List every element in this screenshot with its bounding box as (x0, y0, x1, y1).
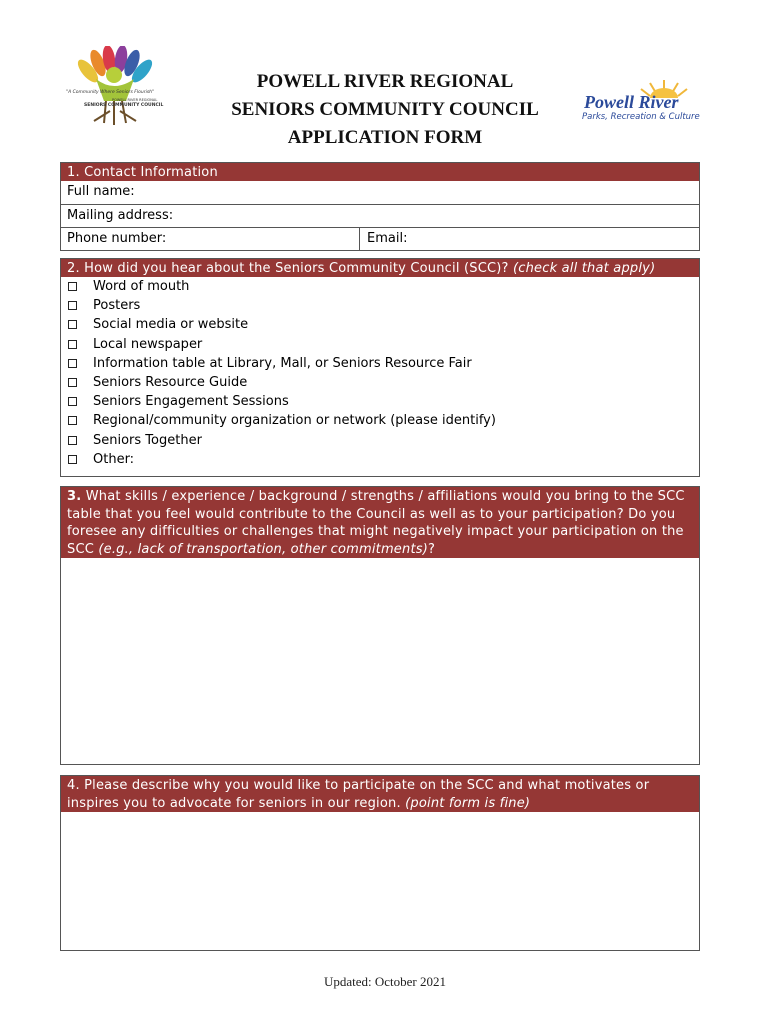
full-name-row[interactable] (61, 181, 699, 204)
checkbox[interactable] (68, 340, 77, 349)
title-line-2: SENIORS COMMUNITY COUNCIL (231, 99, 539, 120)
how-did-you-hear-section (60, 258, 700, 477)
option-local-newspaper[interactable] (61, 335, 699, 354)
checkbox[interactable] (68, 378, 77, 387)
section2-header (61, 259, 699, 277)
scc-logo (62, 46, 170, 136)
section4-heading-note: (point form is fine) (405, 795, 531, 811)
logo-org-line2: SENIORS COMMUNITY COUNCIL (84, 103, 164, 108)
option-label: Information table at Library, Mall, or Seniors Resource Fair (93, 355, 472, 371)
option-engagement-sessions[interactable] (61, 392, 699, 411)
option-label: Seniors Engagement Sessions (93, 394, 289, 410)
option-label: Local newspaper (93, 336, 203, 352)
option-label: Posters (93, 298, 141, 314)
contact-information-section (60, 162, 700, 251)
option-word-of-mouth[interactable] (61, 277, 699, 296)
option-resource-guide[interactable] (61, 373, 699, 392)
mailing-address-row[interactable] (61, 204, 699, 227)
section3-header (61, 487, 699, 558)
phone-number-label: Phone number: (67, 231, 167, 246)
logo-org-line1: POWELL RIVER REGIONAL (112, 98, 158, 102)
powell-river-subtitle: Parks, Recreation & Culture (582, 112, 700, 122)
phone-email-row (61, 227, 699, 250)
section3-number: 3. (67, 489, 82, 504)
checkbox[interactable] (68, 282, 77, 291)
checkbox[interactable] (68, 320, 77, 329)
skills-experience-section (60, 486, 700, 765)
skills-answer-area[interactable] (61, 558, 699, 764)
section3-heading-end: ? (428, 541, 436, 557)
option-label: Seniors Together (93, 432, 202, 448)
checkbox[interactable] (68, 397, 77, 406)
mailing-address-label: Mailing address: (67, 208, 174, 223)
option-label: Other: (93, 451, 135, 467)
checkbox[interactable] (68, 416, 77, 425)
option-label: Word of mouth (93, 279, 190, 295)
section2-heading: 2. How did you hear about the Seniors Community Council (SCC)? (67, 261, 513, 276)
checkbox[interactable] (68, 455, 77, 464)
section4-header (61, 776, 699, 812)
form-title (200, 68, 570, 152)
checkbox[interactable] (68, 436, 77, 445)
powell-river-logo (578, 76, 698, 124)
option-other[interactable] (61, 450, 699, 469)
option-regional-organization[interactable] (61, 411, 699, 430)
option-label: Regional/community organization or network (please identify) (93, 413, 496, 429)
option-label: Seniors Resource Guide (93, 375, 248, 391)
section1-header: 1. Contact Information (61, 163, 699, 181)
section3-heading-note: (e.g., lack of transportation, other commitments) (98, 541, 428, 557)
updated-date: Updated: October 2021 (323, 974, 447, 989)
option-label: Social media or website (93, 317, 249, 333)
option-information-table[interactable] (61, 354, 699, 373)
checkbox[interactable] (68, 301, 77, 310)
motivation-answer-area[interactable] (61, 812, 699, 950)
section2-heading-note: (check all that apply) (512, 261, 656, 276)
email-label: Email: (367, 231, 408, 246)
phone-number-field[interactable] (61, 228, 360, 250)
motivation-section (60, 775, 700, 951)
email-field[interactable] (360, 228, 699, 250)
option-posters[interactable] (61, 296, 699, 315)
logo-tagline: "A Community Where Seniors Flourish" (66, 90, 155, 95)
full-name-label: Full name: (67, 184, 135, 199)
option-seniors-together[interactable] (61, 431, 699, 450)
option-social-media[interactable] (61, 315, 699, 334)
title-line-1: POWELL RIVER REGIONAL (256, 71, 514, 92)
section3-heading: What skills / experience / background / strengths / affiliations would you bring to the SCC table that you feel would contribute to the Council as well as to your participation? Do you foresee any difficulties or challenges that might negatively impact your participation on the SCC (67, 489, 685, 557)
powell-river-name: Powell River (584, 92, 679, 112)
checkbox[interactable] (68, 359, 77, 368)
title-line-3: APPLICATION FORM (287, 127, 483, 148)
source-options-list (61, 277, 699, 469)
section4-heading: 4. Please describe why you would like to participate on the SCC and what motivates or inspires you to advocate for seniors in our region. (67, 778, 650, 811)
